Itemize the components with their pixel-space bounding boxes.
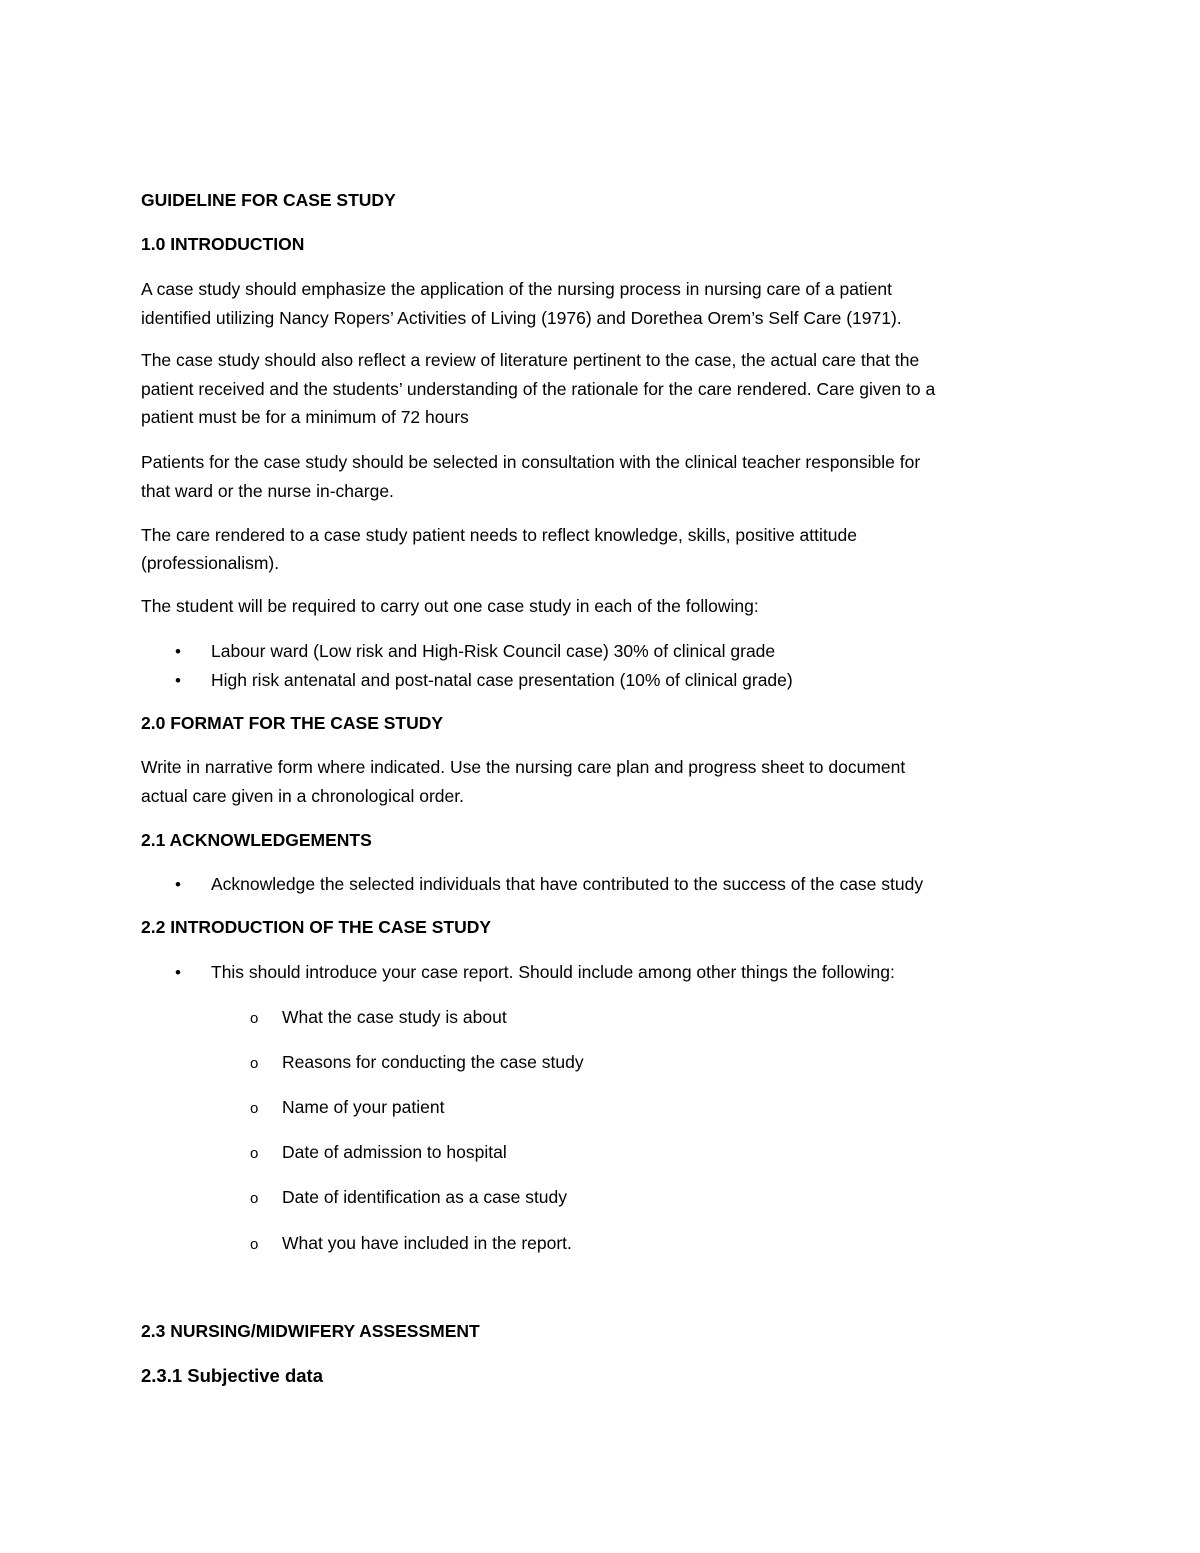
paragraph-line: actual care given in a chronological order. [141,786,464,806]
section-heading-acknowledgements: 2.1 ACKNOWLEDGEMENTS [141,830,372,850]
sub-bullet-icon: o [250,1145,259,1162]
list-item: Acknowledge the selected individuals that have contributed to the success of the case study [211,874,924,894]
sub-bullet-icon: o [250,1055,259,1072]
sub-list-item: Date of identification as a case study [282,1187,568,1207]
bullet-icon: • [175,671,181,690]
sub-list-item: Reasons for conducting the case study [282,1052,584,1072]
paragraph-line: identified utilizing Nancy Ropers’ Activities of Living (1976) and Dorethea Orem’s Self Care (1971). [141,308,902,328]
list-item: Labour ward (Low risk and High-Risk Council case) 30% of clinical grade [211,641,776,661]
sub-list-item: What you have included in the report. [282,1233,572,1253]
paragraph-line: patient must be for a minimum of 72 hours [141,407,469,427]
paragraph-line: The case study should also reflect a review of literature pertinent to the case, the actual care that the [141,350,920,370]
list-item: This should introduce your case report. Should include among other things the following: [211,962,895,982]
list-item: High risk antenatal and post-natal case presentation (10% of clinical grade) [211,670,793,690]
bullet-icon: • [175,875,181,894]
sub-bullet-icon: o [250,1010,259,1027]
paragraph-line: that ward or the nurse in-charge. [141,481,394,501]
section-heading-introduction: 1.0 INTRODUCTION [141,234,305,254]
section-heading-assessment: 2.3 NURSING/MIDWIFERY ASSESSMENT [141,1321,480,1341]
paragraph-line: patient received and the students’ understanding of the rationale for the care rendered. Care given to a [141,379,936,399]
section-heading-introduction-case-study: 2.2 INTRODUCTION OF THE CASE STUDY [141,917,492,937]
sub-list-item: Date of admission to hospital [282,1142,507,1162]
paragraph-line: The student will be required to carry out one case study in each of the following: [141,596,759,616]
sub-list-item: Name of your patient [282,1097,445,1117]
document-title: GUIDELINE FOR CASE STUDY [141,190,396,210]
paragraph-line: Patients for the case study should be selected in consultation with the clinical teacher responsible for [141,452,921,472]
paragraph-line: (professionalism). [141,553,280,573]
paragraph-line: Write in narrative form where indicated. Use the nursing care plan and progress sheet to document [141,757,906,777]
sub-bullet-icon: o [250,1236,259,1253]
sub-list-item: What the case study is about [282,1007,507,1027]
section-heading-format: 2.0 FORMAT FOR THE CASE STUDY [141,713,444,733]
sub-bullet-icon: o [250,1100,259,1117]
subsection-heading-subjective-data: 2.3.1 Subjective data [141,1365,324,1386]
paragraph-line: The care rendered to a case study patient needs to reflect knowledge, skills, positive attitude [141,525,857,545]
paragraph-line: A case study should emphasize the application of the nursing process in nursing care of a patient [141,279,893,299]
bullet-icon: • [175,642,181,661]
sub-bullet-icon: o [250,1190,259,1207]
bullet-icon: • [175,963,181,982]
